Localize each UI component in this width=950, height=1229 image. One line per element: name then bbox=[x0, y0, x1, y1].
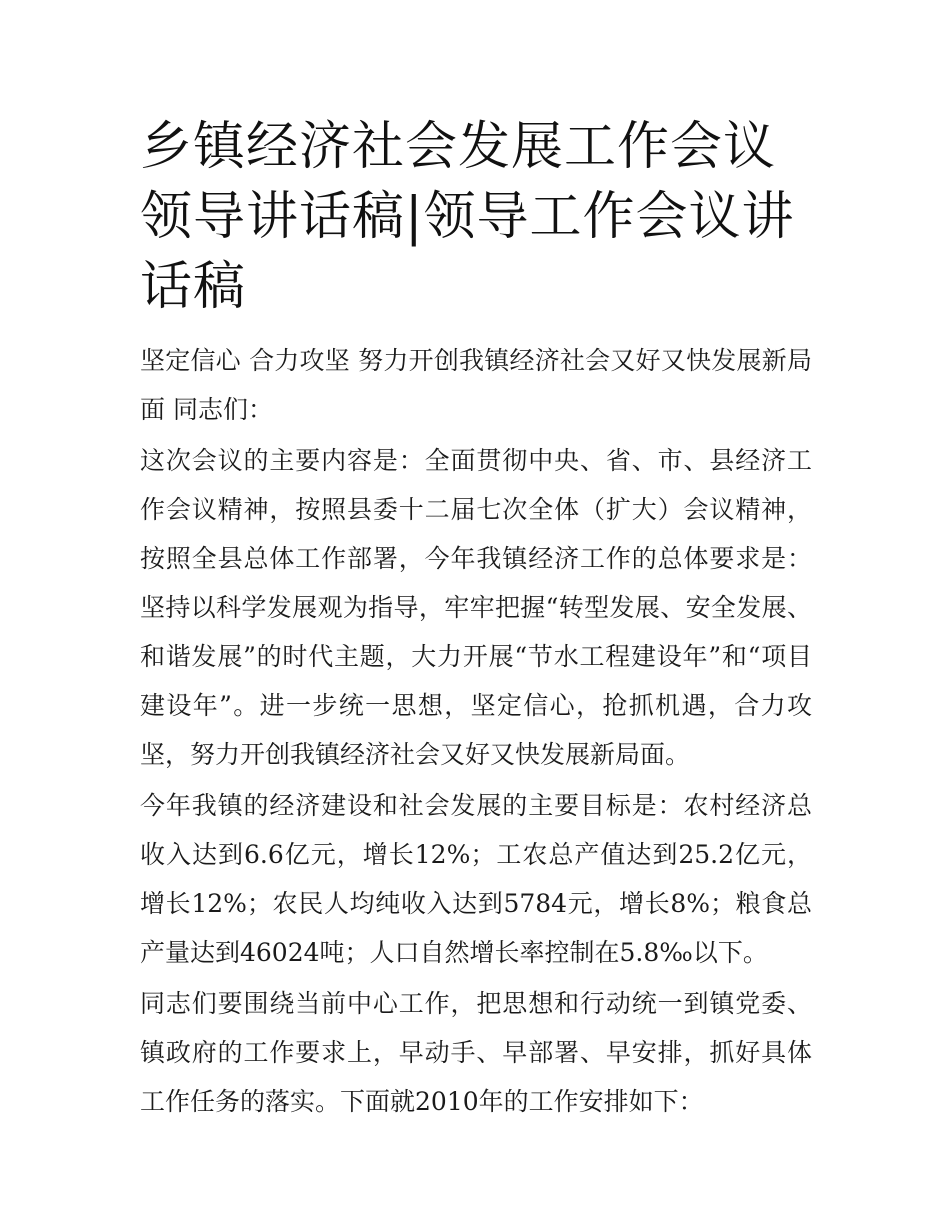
paragraph-work-arrangement: 同志们要围绕当前中心工作，把思想和行动统一到镇党委、镇政府的工作要求上，早动手、早部署、早安排，抓好具体工作任务的落实。下面就2010年的工作安排如下： bbox=[140, 989, 812, 1116]
paragraph-main-targets: 今年我镇的经济建设和社会发展的主要目标是：农村经济总收入达到6.6亿元，增长12%；工农总产值达到25.2亿元，增长12%；农民人均纯收入达到5784元，增长8%；粮食总产量达到46024吨；人口自然增长率控制在5.8‰以下。 bbox=[140, 791, 812, 967]
paragraph-opening: 坚定信心 合力攻坚 努力开创我镇经济社会又好又快发展新局面 同志们： bbox=[140, 346, 812, 424]
document-title: 乡镇经济社会发展工作会议领导讲话稿|领导工作会议讲话稿 bbox=[140, 117, 795, 317]
paragraph-meeting-content: 这次会议的主要内容是：全面贯彻中央、省、市、县经济工作会议精神，按照县委十二届七次全体（扩大）会议精神，按照全县总体工作部署，今年我镇经济工作的总体要求是：坚持以科学发展观为指导，牢牢把握“转型发展、安全发展、和谐发展”的时代主题，大力开展“节水工程建设年”和“项目建设年”。进一步统一思想，坚定信心，抢抓机遇，合力攻坚，努力开创我镇经济社会又好又快发展新局面。 bbox=[140, 446, 812, 769]
document-body bbox=[140, 112, 812, 1126]
